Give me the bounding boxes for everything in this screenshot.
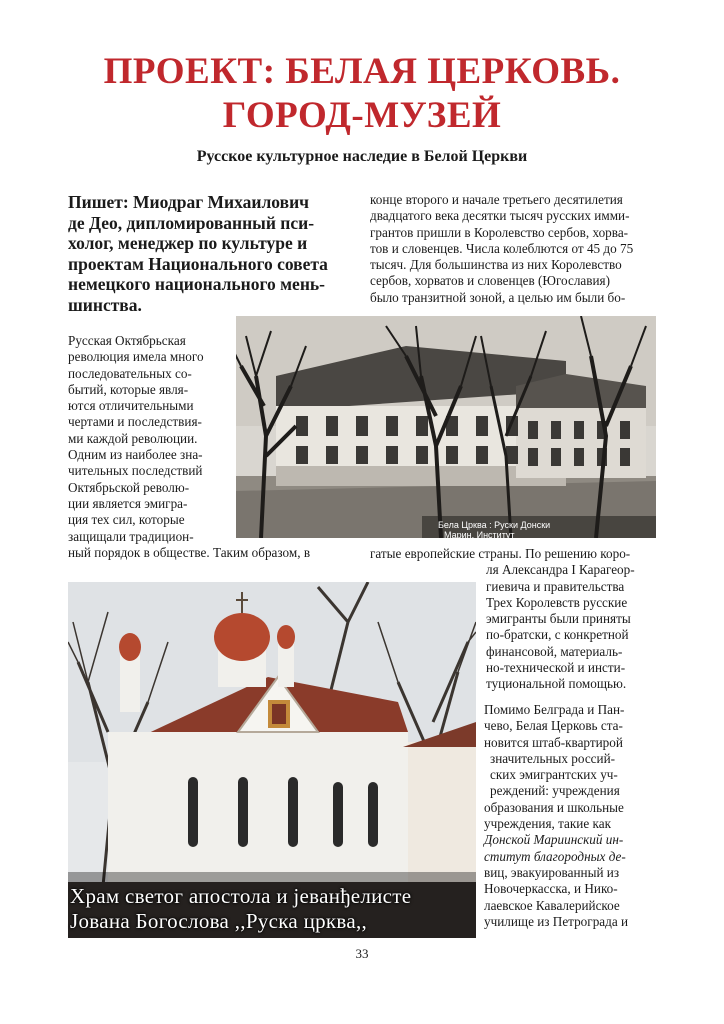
right-column-bottom-text [484,702,656,930]
caption-line: Бела Црква : Руски Донски [438,520,551,530]
caption-line: Марин. Институт [444,530,515,540]
text-line: училище из Петрограда и [484,913,629,929]
text-line: ля Александра I Карагеор- [486,562,635,578]
author-block [68,192,358,315]
right-column-top-text [370,192,660,306]
text-line: грантов пришли в Королевство сербов, хорва- [370,224,629,240]
caption-line: Храм светог апостола и јеванђелисте [70,884,412,908]
text-line: защищали традицион- [68,528,194,544]
italic-institute-name: Донской Мариинский ин- [484,832,624,848]
institute-photo-caption [438,520,550,540]
page-number: 33 [355,946,369,961]
text-line [484,832,656,848]
text-line: Трех Королевств русские [486,594,628,610]
text-line: чительных последствий [68,463,203,479]
author-line: холог, менеджер по культуре и [68,233,308,253]
author-line: шинства. [68,294,142,315]
text-line: но-технической и инсти- [486,660,626,676]
text-line: учреждения, такие как [484,816,611,832]
text-line: двадцатого века десятки тысяч русских имми- [370,208,630,224]
text-line: революция имела много [68,349,204,365]
text-line: ный порядок в обществе. Таким образом, в [68,544,311,560]
text-line [484,849,656,865]
text-line: виц, эвакуированный из [484,864,620,880]
text-line: новится штаб-квартирой [484,734,623,750]
text-line: чертами и последствия- [68,414,202,430]
text-line: эмигранты были приняты [486,611,631,627]
author-line: де Део, дипломированный пси- [68,212,315,233]
left-column-text [68,333,311,561]
text-line: финансовой, материаль- [486,643,623,659]
text-line: тысяч. Для большинства из них Королевство [370,257,622,273]
text-line: Одним из наиболее зна- [68,447,203,463]
text-line: реждений: учреждения [490,783,620,799]
caption-line: Јована Богослова ,,Руска црква,, [70,909,368,933]
text-line: Русская Октябрьская [68,333,186,348]
text-line: Помимо Белграда и Пан- [484,702,625,717]
text-line: Новочеркасска, и Нико- [484,881,618,897]
text-line: туциональной помощью. [486,676,627,692]
text-line: ских эмигрантских уч- [490,767,618,783]
author-line: Пишет: Миодраг Михаилович [68,192,310,212]
text-line: ются отличительными [68,398,194,414]
text-line: гатые европейские страны. По решению коро- [370,546,631,561]
italic-institute-name: ститут благородных де- [484,848,626,864]
institute-photo [236,316,656,538]
text-line: по-братски, с конкретной [486,627,629,643]
text-line: сербов, хорватов и словенцев (Югославия) [370,273,610,289]
text-line: значительных россий- [490,750,616,766]
text-line: ция тех сил, которые [68,512,185,528]
text-line: гиевича и правительства [486,578,625,594]
text-line: лаевское Кавалерийское [484,897,620,913]
church-photo-caption [70,884,474,934]
author-line: проектам Национального совета [68,253,328,274]
text-line: ми каждой революции. [68,430,198,446]
text-line: образования и школьные [484,799,624,815]
page-title-line-1: ПРОЕКТ: БЕЛАЯ ЦЕРКОВЬ. [103,51,621,92]
text-line: бытий, которые явля- [68,381,189,397]
text-line: было транзитной зоной, а целью им были бо- [370,289,626,305]
text-line: конце второго и начале третьего десятилетия [370,192,623,207]
text-line: ции является эмигра- [68,495,188,511]
page-subtitle: Русское культурное наследие в Белой Церкви [196,148,528,165]
author-line: немецкого национального мень- [68,274,325,294]
text-line: чево, Белая Церковь ста- [484,718,623,734]
page-title-line-2: ГОРОД-МУЗЕЙ [222,95,502,136]
text-line: Октябрьской револю- [68,479,190,495]
text-line: тов и словенцев. Числа колеблются от 45 до 75 [370,240,634,256]
text-line: последовательных со- [68,365,192,381]
